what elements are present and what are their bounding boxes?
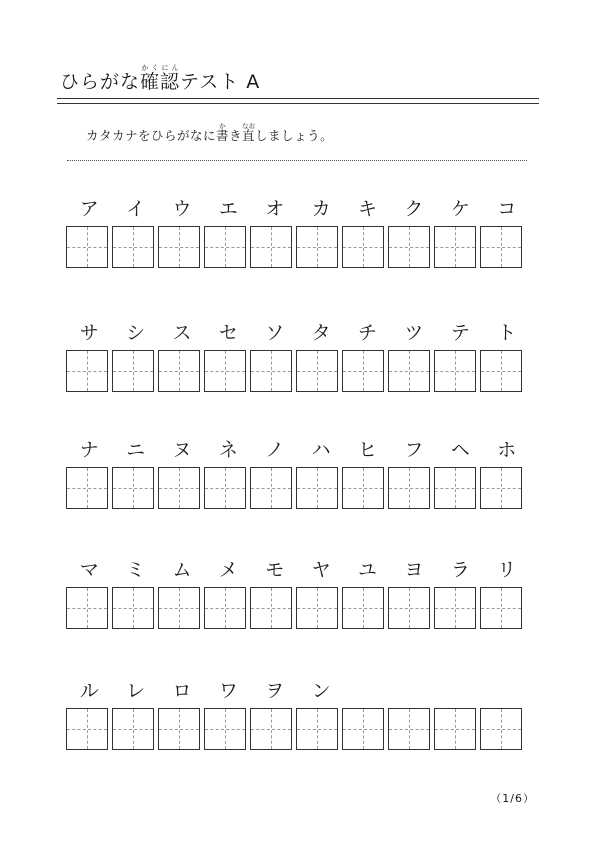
title-rule-bottom xyxy=(57,103,539,104)
katakana-char: ケ xyxy=(450,198,470,220)
katakana-char: ヲ xyxy=(265,680,285,702)
katakana-labels xyxy=(66,437,530,463)
answer-box[interactable] xyxy=(434,708,476,750)
instruction-ruby1-base: 書 xyxy=(216,128,230,143)
instruction-part3: しましょう。 xyxy=(255,128,334,143)
answer-box[interactable] xyxy=(388,587,430,629)
katakana-char: ヨ xyxy=(404,559,424,581)
katakana-labels xyxy=(66,320,530,346)
answer-box[interactable] xyxy=(342,467,384,509)
katakana-char: ル xyxy=(79,680,99,702)
answer-box[interactable] xyxy=(480,226,522,268)
answer-box[interactable] xyxy=(388,226,430,268)
katakana-char: リ xyxy=(497,559,517,581)
answer-box[interactable] xyxy=(434,467,476,509)
answer-box[interactable] xyxy=(480,708,522,750)
answer-boxes xyxy=(66,708,530,750)
instruction-ruby-2 xyxy=(242,122,256,143)
instruction-part2: き xyxy=(229,128,243,143)
katakana-char: コ xyxy=(497,198,517,220)
answer-box[interactable] xyxy=(250,226,292,268)
title-ruby-reading: かくにん xyxy=(140,64,181,72)
katakana-char: ト xyxy=(497,322,517,344)
answer-box[interactable] xyxy=(296,350,338,392)
answer-box[interactable] xyxy=(112,350,154,392)
answer-boxes xyxy=(66,350,530,392)
katakana-char xyxy=(437,678,483,704)
answer-box[interactable] xyxy=(158,708,200,750)
answer-box[interactable] xyxy=(388,708,430,750)
answer-box[interactable] xyxy=(66,708,108,750)
instruction-ruby1-reading: か xyxy=(216,122,230,130)
practice-row xyxy=(66,557,530,629)
title-rule-top xyxy=(57,98,539,99)
katakana-char: ン xyxy=(311,680,331,702)
katakana-labels xyxy=(66,678,530,704)
katakana-char: メ xyxy=(218,559,238,581)
katakana-char: ツ xyxy=(404,322,424,344)
practice-row xyxy=(66,437,530,509)
answer-box[interactable] xyxy=(250,350,292,392)
katakana-char: オ xyxy=(265,198,285,220)
instruction-ruby-1 xyxy=(216,122,230,143)
katakana-char: レ xyxy=(126,680,146,702)
page-title xyxy=(60,64,260,93)
answer-box[interactable] xyxy=(388,467,430,509)
title-suffix: テスト A xyxy=(180,71,261,93)
answer-boxes xyxy=(66,587,530,629)
answer-box[interactable] xyxy=(342,226,384,268)
answer-box[interactable] xyxy=(250,708,292,750)
answer-box[interactable] xyxy=(158,350,200,392)
katakana-char: ハ xyxy=(311,439,331,461)
title-prefix: ひらがな xyxy=(60,71,141,93)
answer-box[interactable] xyxy=(296,226,338,268)
katakana-char: ヒ xyxy=(358,439,378,461)
answer-box[interactable] xyxy=(158,467,200,509)
katakana-char: ソ xyxy=(265,322,285,344)
instruction-ruby2-base: 直 xyxy=(242,128,256,143)
answer-box[interactable] xyxy=(296,708,338,750)
katakana-char: ム xyxy=(172,559,192,581)
katakana-char: ノ xyxy=(265,439,285,461)
answer-box[interactable] xyxy=(434,587,476,629)
katakana-char: ミ xyxy=(126,559,146,581)
katakana-char: ユ xyxy=(358,559,378,581)
answer-box[interactable] xyxy=(204,587,246,629)
instruction-text xyxy=(86,122,333,145)
katakana-labels xyxy=(66,557,530,583)
answer-box[interactable] xyxy=(480,587,522,629)
katakana-char: ス xyxy=(172,322,192,344)
instruction-part1: カタカナをひらがなに xyxy=(86,128,217,143)
katakana-char: テ xyxy=(450,322,470,344)
katakana-char xyxy=(391,678,437,704)
katakana-char: ヤ xyxy=(311,559,331,581)
katakana-char: タ xyxy=(311,322,331,344)
answer-box[interactable] xyxy=(342,708,384,750)
dotted-divider xyxy=(67,160,527,161)
katakana-char: フ xyxy=(404,439,424,461)
answer-box[interactable] xyxy=(388,350,430,392)
answer-box[interactable] xyxy=(158,226,200,268)
katakana-char: エ xyxy=(218,198,238,220)
answer-boxes xyxy=(66,467,530,509)
katakana-char: ニ xyxy=(126,439,146,461)
answer-box[interactable] xyxy=(204,226,246,268)
answer-box[interactable] xyxy=(342,587,384,629)
katakana-char: カ xyxy=(311,198,331,220)
instruction-ruby2-reading: なお xyxy=(242,122,256,130)
answer-box[interactable] xyxy=(66,226,108,268)
answer-box[interactable] xyxy=(112,226,154,268)
katakana-char: ナ xyxy=(79,439,99,461)
katakana-char xyxy=(484,678,530,704)
katakana-char: シ xyxy=(126,322,146,344)
answer-box[interactable] xyxy=(434,226,476,268)
answer-boxes xyxy=(66,226,530,268)
katakana-char: ア xyxy=(79,198,99,220)
answer-box[interactable] xyxy=(158,587,200,629)
answer-box[interactable] xyxy=(480,350,522,392)
katakana-char xyxy=(344,678,390,704)
answer-box[interactable] xyxy=(204,350,246,392)
answer-box[interactable] xyxy=(250,587,292,629)
katakana-char: モ xyxy=(265,559,285,581)
katakana-char: セ xyxy=(218,322,238,344)
katakana-char: サ xyxy=(79,322,99,344)
answer-box[interactable] xyxy=(66,587,108,629)
answer-box[interactable] xyxy=(66,467,108,509)
katakana-char: ロ xyxy=(172,680,192,702)
katakana-char: マ xyxy=(79,559,99,581)
title-ruby xyxy=(140,64,181,93)
katakana-char: ラ xyxy=(450,559,470,581)
title-ruby-base: 確認 xyxy=(140,71,181,93)
answer-box[interactable] xyxy=(480,467,522,509)
answer-box[interactable] xyxy=(204,708,246,750)
katakana-char: キ xyxy=(358,198,378,220)
answer-box[interactable] xyxy=(434,350,476,392)
page-number: （1/6） xyxy=(490,792,535,805)
katakana-char: ヌ xyxy=(172,439,192,461)
katakana-char: ク xyxy=(404,198,424,220)
answer-box[interactable] xyxy=(296,467,338,509)
practice-row xyxy=(66,196,530,268)
katakana-char: ホ xyxy=(497,439,517,461)
answer-box[interactable] xyxy=(342,350,384,392)
katakana-char: ワ xyxy=(218,680,238,702)
answer-box[interactable] xyxy=(112,708,154,750)
katakana-char: イ xyxy=(126,198,146,220)
answer-box[interactable] xyxy=(112,467,154,509)
answer-box[interactable] xyxy=(204,467,246,509)
practice-row xyxy=(66,678,530,750)
katakana-char: ウ xyxy=(172,198,192,220)
katakana-char: ヘ xyxy=(450,439,470,461)
answer-box[interactable] xyxy=(112,587,154,629)
katakana-labels xyxy=(66,196,530,222)
answer-box[interactable] xyxy=(296,587,338,629)
katakana-char: チ xyxy=(358,322,378,344)
katakana-char: ネ xyxy=(218,439,238,461)
answer-box[interactable] xyxy=(66,350,108,392)
practice-row xyxy=(66,320,530,392)
answer-box[interactable] xyxy=(250,467,292,509)
